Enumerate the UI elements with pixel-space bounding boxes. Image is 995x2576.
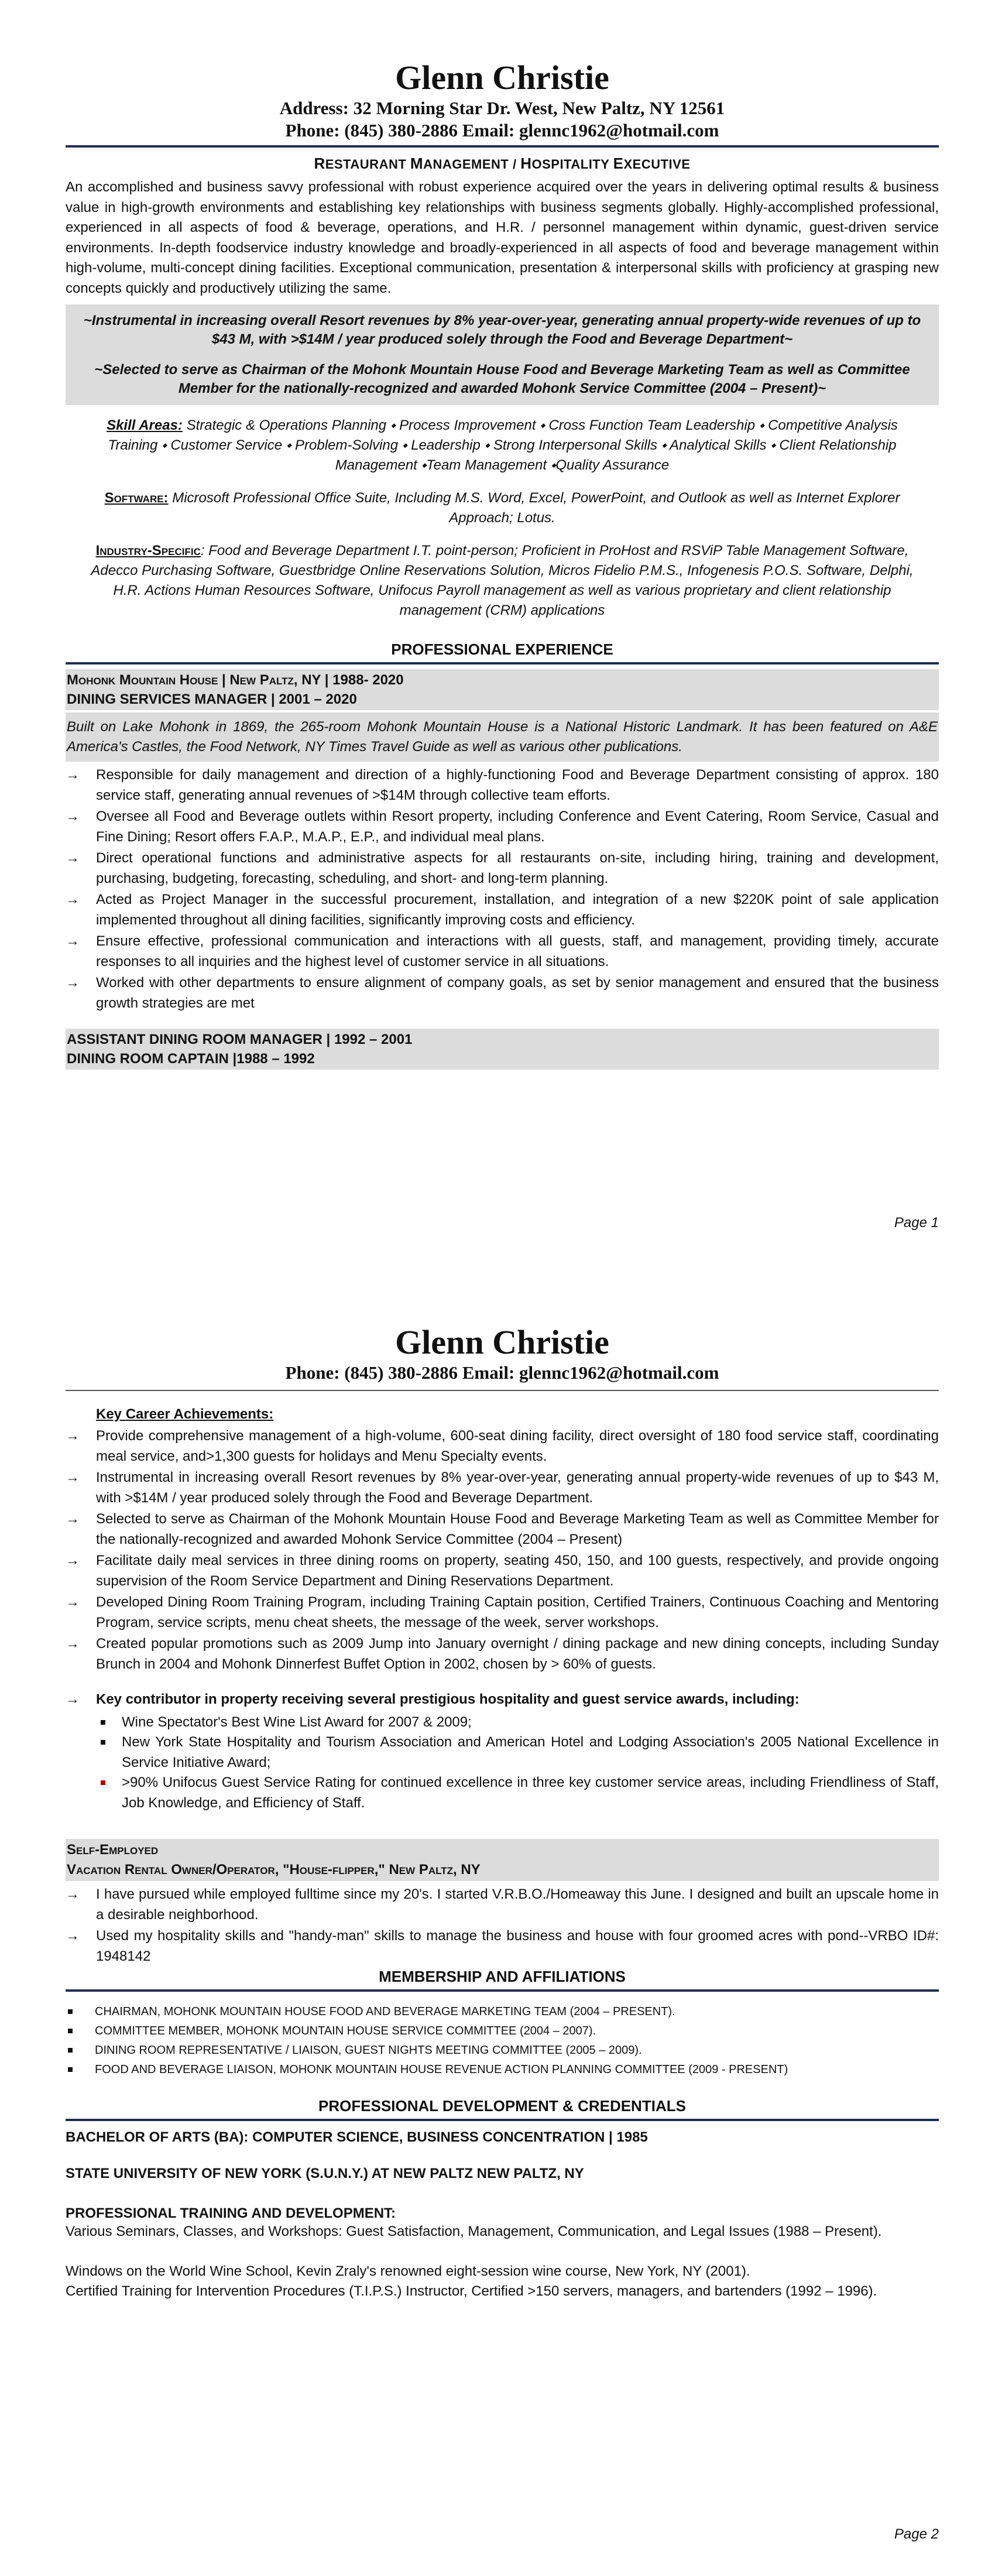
list-item bbox=[66, 890, 939, 930]
square-bullet-icon bbox=[68, 2048, 73, 2053]
list-item bbox=[66, 2002, 939, 2022]
list-item bbox=[96, 1732, 939, 1773]
self-employed-list bbox=[66, 1885, 939, 1967]
list-item bbox=[96, 1773, 939, 1813]
list-item-text: Provide comprehensive management of a high-volume, 600-seat dining facility, direct oversight of 180 food service staff, coordinating meal service, and>1,300 guests for holidays and Menu Specialty events. bbox=[96, 1428, 939, 1464]
list-item-text: COMMITTEE MEMBER, MOHONK MOUNTAIN HOUSE SERVICE COMMITTEE (2004 – 2007). bbox=[95, 2025, 596, 2037]
skill-areas-label: Skill Areas: bbox=[107, 417, 183, 433]
wine-school: Windows on the World Wine School, Kevin Zraly's renowned eight-session wine course, New York, NY (2001). bbox=[66, 2263, 750, 2279]
awards-list bbox=[96, 1712, 939, 1814]
page-1-content bbox=[66, 59, 939, 1070]
list-item-text: Acted as Project Manager in the successful procurement, installation, and integration of a new $220K point of sale application implemented throughout all dining facilities, significantly improving costs and efficiency. bbox=[96, 892, 939, 928]
list-item bbox=[66, 848, 939, 889]
self-employed-label: Self-Employed bbox=[67, 1842, 159, 1858]
list-item-text: I have pursued while employed fulltime since my 20's. I started V.R.B.O./Homeaway this June. I designed and built an upscale home in a desirable neighborhood. bbox=[96, 1886, 939, 1923]
page-number: Page 1 bbox=[894, 1215, 939, 1231]
list-item bbox=[66, 1634, 939, 1674]
arrow-icon: → bbox=[66, 1886, 80, 1902]
industry-text: : Food and Beverage Department I.T. point-person; Proficient in ProHost and RSViP Table Management Software, Adecco Purchasing Software, Guestbridge Online Reservations Solution, Micros Fidelio P.M.S., Infogenesis P.O.S. Software, Delphi, H.R. Actions Human Resources Software, Unifocus Payroll management as well as various proprietary and client relationship management (CRM) applications bbox=[91, 543, 914, 618]
page-2-content bbox=[66, 1323, 939, 2301]
degree: BACHELOR OF ARTS (BA): COMPUTER SCIENCE, BUSINESS CONCENTRATION | 1985 bbox=[66, 2129, 648, 2145]
phone-email-line: Phone: (845) 380-2886 Email: glennc1962@hotmail.com bbox=[285, 120, 719, 141]
page-number: Page 2 bbox=[894, 2526, 939, 2542]
list-item bbox=[66, 1926, 939, 1967]
list-item-text: Facilitate daily meal services in three dining rooms on property, seating 450, 150, and 100 guests, respectively, and provide ongoing supervision of the Room Service Department and Dining Reservations Department. bbox=[96, 1553, 939, 1589]
arrow-icon: → bbox=[66, 1691, 80, 1707]
achievements-list bbox=[66, 1426, 939, 1674]
list-item-text: Wine Spectator's Best Wine List Award for 2007 & 2009; bbox=[122, 1714, 472, 1730]
list-item-text: Created popular promotions such as 2009 Jump into January overnight / dining package and new dining concepts, including Sunday Brunch in 2004 and Mohonk Dinnerfest Buffet Option in 2002, chosen by > 60% of guests. bbox=[96, 1636, 939, 1672]
self-employed-header bbox=[66, 1839, 939, 1881]
arrow-icon: → bbox=[66, 1469, 80, 1485]
list-item bbox=[66, 973, 939, 1013]
tips-certification: Certified Training for Intervention Procedures (T.I.P.S.) Instructor, Certified >150 servers, managers, and bartenders (1992 – 1996). bbox=[66, 2283, 877, 2299]
job-responsibilities bbox=[66, 765, 939, 1013]
training-title: PROFESSIONAL TRAINING AND DEVELOPMENT: bbox=[66, 2205, 396, 2221]
resume-page-1 bbox=[0, 0, 995, 1247]
experience-section-title: PROFESSIONAL EXPERIENCE bbox=[391, 640, 613, 658]
square-bullet-icon bbox=[68, 2029, 73, 2033]
arrow-icon: → bbox=[66, 767, 80, 783]
achievements-title: Key Career Achievements: bbox=[96, 1406, 274, 1422]
list-item-text: Responsible for daily management and direction of a highly-functioning Food and Beverage Department consisting of approx. 180 service staff, generating annual revenues of >$14M through collective team efforts. bbox=[96, 767, 939, 803]
square-bullet-icon bbox=[101, 1740, 105, 1745]
industry-skills bbox=[66, 541, 939, 621]
resume-page-2 bbox=[0, 1288, 995, 2576]
list-item-text: Worked with other departments to ensure alignment of company goals, as set by senior management and ensured that the business growth strategies are met bbox=[96, 975, 939, 1011]
arrow-icon: → bbox=[66, 809, 80, 824]
list-item-text: Direct operational functions and administrative aspects for all restaurants on-site, including hiring, training and development, purchasing, budgeting, forecasting, scheduling, and short- and long-term planning. bbox=[96, 850, 939, 886]
vacation-rental-title: Vacation Rental Owner/Operator, "House-flipper," New Paltz, NY bbox=[67, 1862, 481, 1878]
headline-part: ANAGEMENT / bbox=[423, 157, 521, 172]
headline-part: M bbox=[410, 155, 424, 172]
arrow-icon: → bbox=[66, 975, 80, 991]
software-text: Microsoft Professional Office Suite, Including M.S. Word, Excel, PowerPoint, and Outlook as well as Internet Explorer Approach; Lotus. bbox=[168, 490, 900, 526]
list-item bbox=[66, 1592, 939, 1633]
list-item bbox=[66, 807, 939, 847]
job-title: DINING ROOM CAPTAIN |1988 – 1992 bbox=[67, 1051, 315, 1067]
arrow-icon: → bbox=[66, 933, 80, 949]
awards-intro: Key contributor in property receiving several prestigious hospitality and guest service awards, including: bbox=[96, 1691, 800, 1707]
experience-divider bbox=[66, 662, 939, 664]
list-item bbox=[66, 1426, 939, 1467]
list-item bbox=[66, 1551, 939, 1591]
credentials-divider bbox=[66, 2119, 939, 2121]
list-item-text: Ensure effective, professional communication and interactions with all guests, staff, and management, providing timely, accurate responses to all inquiries and the highest level of customer service in all situations. bbox=[96, 933, 939, 970]
headline-part: OSPITALITY bbox=[531, 157, 613, 172]
list-item bbox=[66, 1690, 939, 1710]
list-item-text: Instrumental in increasing overall Resort revenues by 8% year-over-year, generating annual property-wide revenues of up to $43 M, with >$14M / year produced solely through the Food and Beverage Department. bbox=[96, 1469, 939, 1506]
list-item bbox=[66, 765, 939, 806]
list-item bbox=[66, 1468, 939, 1508]
prior-roles bbox=[66, 1029, 939, 1070]
square-bullet-icon bbox=[68, 2067, 73, 2072]
list-item-text: Developed Dining Room Training Program, including Training Captain position, Certified Trainers, Continuous Coaching and Mentoring Program, service scripts, menu cheat sheets, the message of the week, server workshops. bbox=[96, 1594, 939, 1630]
list-item-text: Oversee all Food and Beverage outlets within Resort property, including Conference and Event Catering, Room Service, Casual and Fine Dining; Resort offers F.A.P., M.A.P., E.P., and individual meal plans. bbox=[96, 809, 939, 845]
school: STATE UNIVERSITY OF NEW YORK (S.U.N.Y.) AT NEW PALTZ NEW PALTZ, NY bbox=[66, 2166, 584, 2181]
highlight-chairman: ~Selected to serve as Chairman of the Mohonk Mountain House Food and Beverage Marketing Team as well as Committee Member for the nationally-recognized and awarded Mohonk Service Committee (2004 – Present)~ bbox=[94, 362, 910, 396]
headline-part: E bbox=[613, 155, 624, 172]
list-item bbox=[66, 2041, 939, 2060]
list-item-text: DINING ROOM REPRESENTATIVE / LIAISON, GUEST NIGHTS MEETING COMMITTEE (2005 – 2009). bbox=[95, 2044, 642, 2057]
list-item bbox=[66, 931, 939, 972]
skill-areas-text: Strategic & Operations Planning ⬩ Process Improvement ⬩ Cross Function Team Leadership ⬩ Competitive Analysis Training ⬩ Customer Service ⬩ Problem-Solving ⬩ Leadership ⬩ Strong Interpersonal Skills ⬩ Analytical Skills ⬩ Client Relationship Management ⬩Team Management ⬩Quality Assurance bbox=[108, 417, 898, 473]
list-item-text: >90% Unifocus Guest Service Rating for continued excellence in three key customer service areas, including Friendliness of Staff, Job Knowledge, and Efficiency of Staff. bbox=[122, 1775, 939, 1811]
software-label: Software: bbox=[104, 490, 169, 506]
job-description: Built on Lake Mohonk in 1869, the 265-room Mohonk Mountain House is a National Historic Landmark. It has been featured on A&E America's Castles, the Food Network, NY Times Travel Guide as well as various other publications. bbox=[66, 712, 939, 762]
arrow-icon: → bbox=[66, 1553, 80, 1568]
membership-divider bbox=[66, 1989, 939, 1992]
list-item-text: FOOD AND BEVERAGE LIAISON, MOHONK MOUNTAIN HOUSE REVENUE ACTION PLANNING COMMITTEE (2009 - PRESENT) bbox=[95, 2063, 788, 2076]
job-title: ASSISTANT DINING ROOM MANAGER | 1992 – 2001 bbox=[67, 1032, 413, 1047]
arrow-icon: → bbox=[66, 892, 80, 907]
highlights-box bbox=[66, 304, 939, 405]
headline-part: XECUTIVE bbox=[623, 157, 691, 172]
membership-list bbox=[66, 2002, 939, 2080]
list-item-text: CHAIRMAN, MOHONK MOUNTAIN HOUSE FOOD AND BEVERAGE MARKETING TEAM (2004 – PRESENT). bbox=[95, 2005, 675, 2018]
arrow-icon: → bbox=[66, 1428, 80, 1444]
address-line: Address: 32 Morning Star Dr. West, New Paltz, NY 12561 bbox=[279, 98, 725, 118]
summary-paragraph: An accomplished and business savvy professional with robust experience acquired over the years in delivering optimal results & business value in high-growth environments and establishing key relationships with business segments globally. Highly-accomplished professional, experienced in all aspects of food & beverage, operations, and H.R. / personnel management within dynamic, guest-driven service environments. In-depth foodservice industry knowledge and broadly-experienced in all aspects of food and beverage management within high-volume, multi-concept dining facilities. Exceptional communication, presentation & interpersonal skills with proficiency at grasping new concepts quickly and productively utilizing the same. bbox=[66, 179, 939, 296]
list-item-text: New York State Hospitality and Tourism Association and American Hotel and Lodging Association's 2005 National Excellence in Service Initiative Award; bbox=[122, 1734, 939, 1770]
membership-section-title: MEMBERSHIP AND AFFILIATIONS bbox=[379, 1968, 626, 1985]
square-bullet-icon bbox=[101, 1720, 105, 1725]
list-item-text: Used my hospitality skills and "handy-man" skills to manage the business and house with four groomed acres with pond--VRBO ID#: 1948142 bbox=[96, 1928, 939, 1964]
arrow-icon: → bbox=[66, 850, 80, 866]
list-item bbox=[96, 1712, 939, 1733]
arrow-icon: → bbox=[66, 1511, 80, 1527]
list-item bbox=[66, 1509, 939, 1550]
square-bullet-icon bbox=[101, 1780, 105, 1785]
software-skills bbox=[66, 488, 939, 528]
header-divider bbox=[66, 1390, 939, 1391]
candidate-name: Glenn Christie bbox=[395, 1323, 609, 1361]
headline-part: ESTAURANT bbox=[325, 157, 410, 172]
training-text: Various Seminars, Classes, and Workshops: Guest Satisfaction, Management, Communication, and Legal Issues (1988 – Present). bbox=[66, 2224, 882, 2239]
credentials-section-title: PROFESSIONAL DEVELOPMENT & CREDENTIALS bbox=[318, 2097, 686, 2115]
awards-block bbox=[66, 1690, 939, 1710]
square-bullet-icon bbox=[68, 2009, 73, 2014]
arrow-icon: → bbox=[66, 1594, 80, 1610]
industry-label: Industry-Specific bbox=[95, 543, 201, 559]
highlight-revenue: ~Instrumental in increasing overall Resort revenues by 8% year-over-year, generating annual property-wide revenues of up to $43 M, with >$14M / year produced solely through the Food and Beverage Department~ bbox=[83, 313, 921, 347]
job-title: DINING SERVICES MANAGER | 2001 – 2020 bbox=[67, 691, 357, 707]
headline-title bbox=[66, 155, 939, 173]
list-item bbox=[66, 2060, 939, 2080]
list-item-text: Selected to serve as Chairman of the Mohonk Mountain House Food and Beverage Marketing Team as well as Committee Member for the nationally-recognized and awarded Mohonk Service Committee (2004 – Present) bbox=[96, 1511, 939, 1547]
headline-part: H bbox=[520, 155, 532, 172]
list-item bbox=[66, 2022, 939, 2041]
skill-areas bbox=[66, 416, 939, 475]
list-item bbox=[66, 1885, 939, 1925]
arrow-icon: → bbox=[66, 1636, 80, 1652]
job-employer: Mohonk Mountain House | New Paltz, NY | 1988- 2020 bbox=[67, 672, 404, 688]
candidate-name: Glenn Christie bbox=[395, 59, 609, 97]
headline-part: R bbox=[314, 155, 325, 172]
job-mohonk-header bbox=[66, 669, 939, 710]
arrow-icon: → bbox=[66, 1928, 80, 1944]
header-divider bbox=[66, 145, 939, 148]
phone-email-line: Phone: (845) 380-2886 Email: glennc1962@hotmail.com bbox=[285, 1362, 719, 1383]
